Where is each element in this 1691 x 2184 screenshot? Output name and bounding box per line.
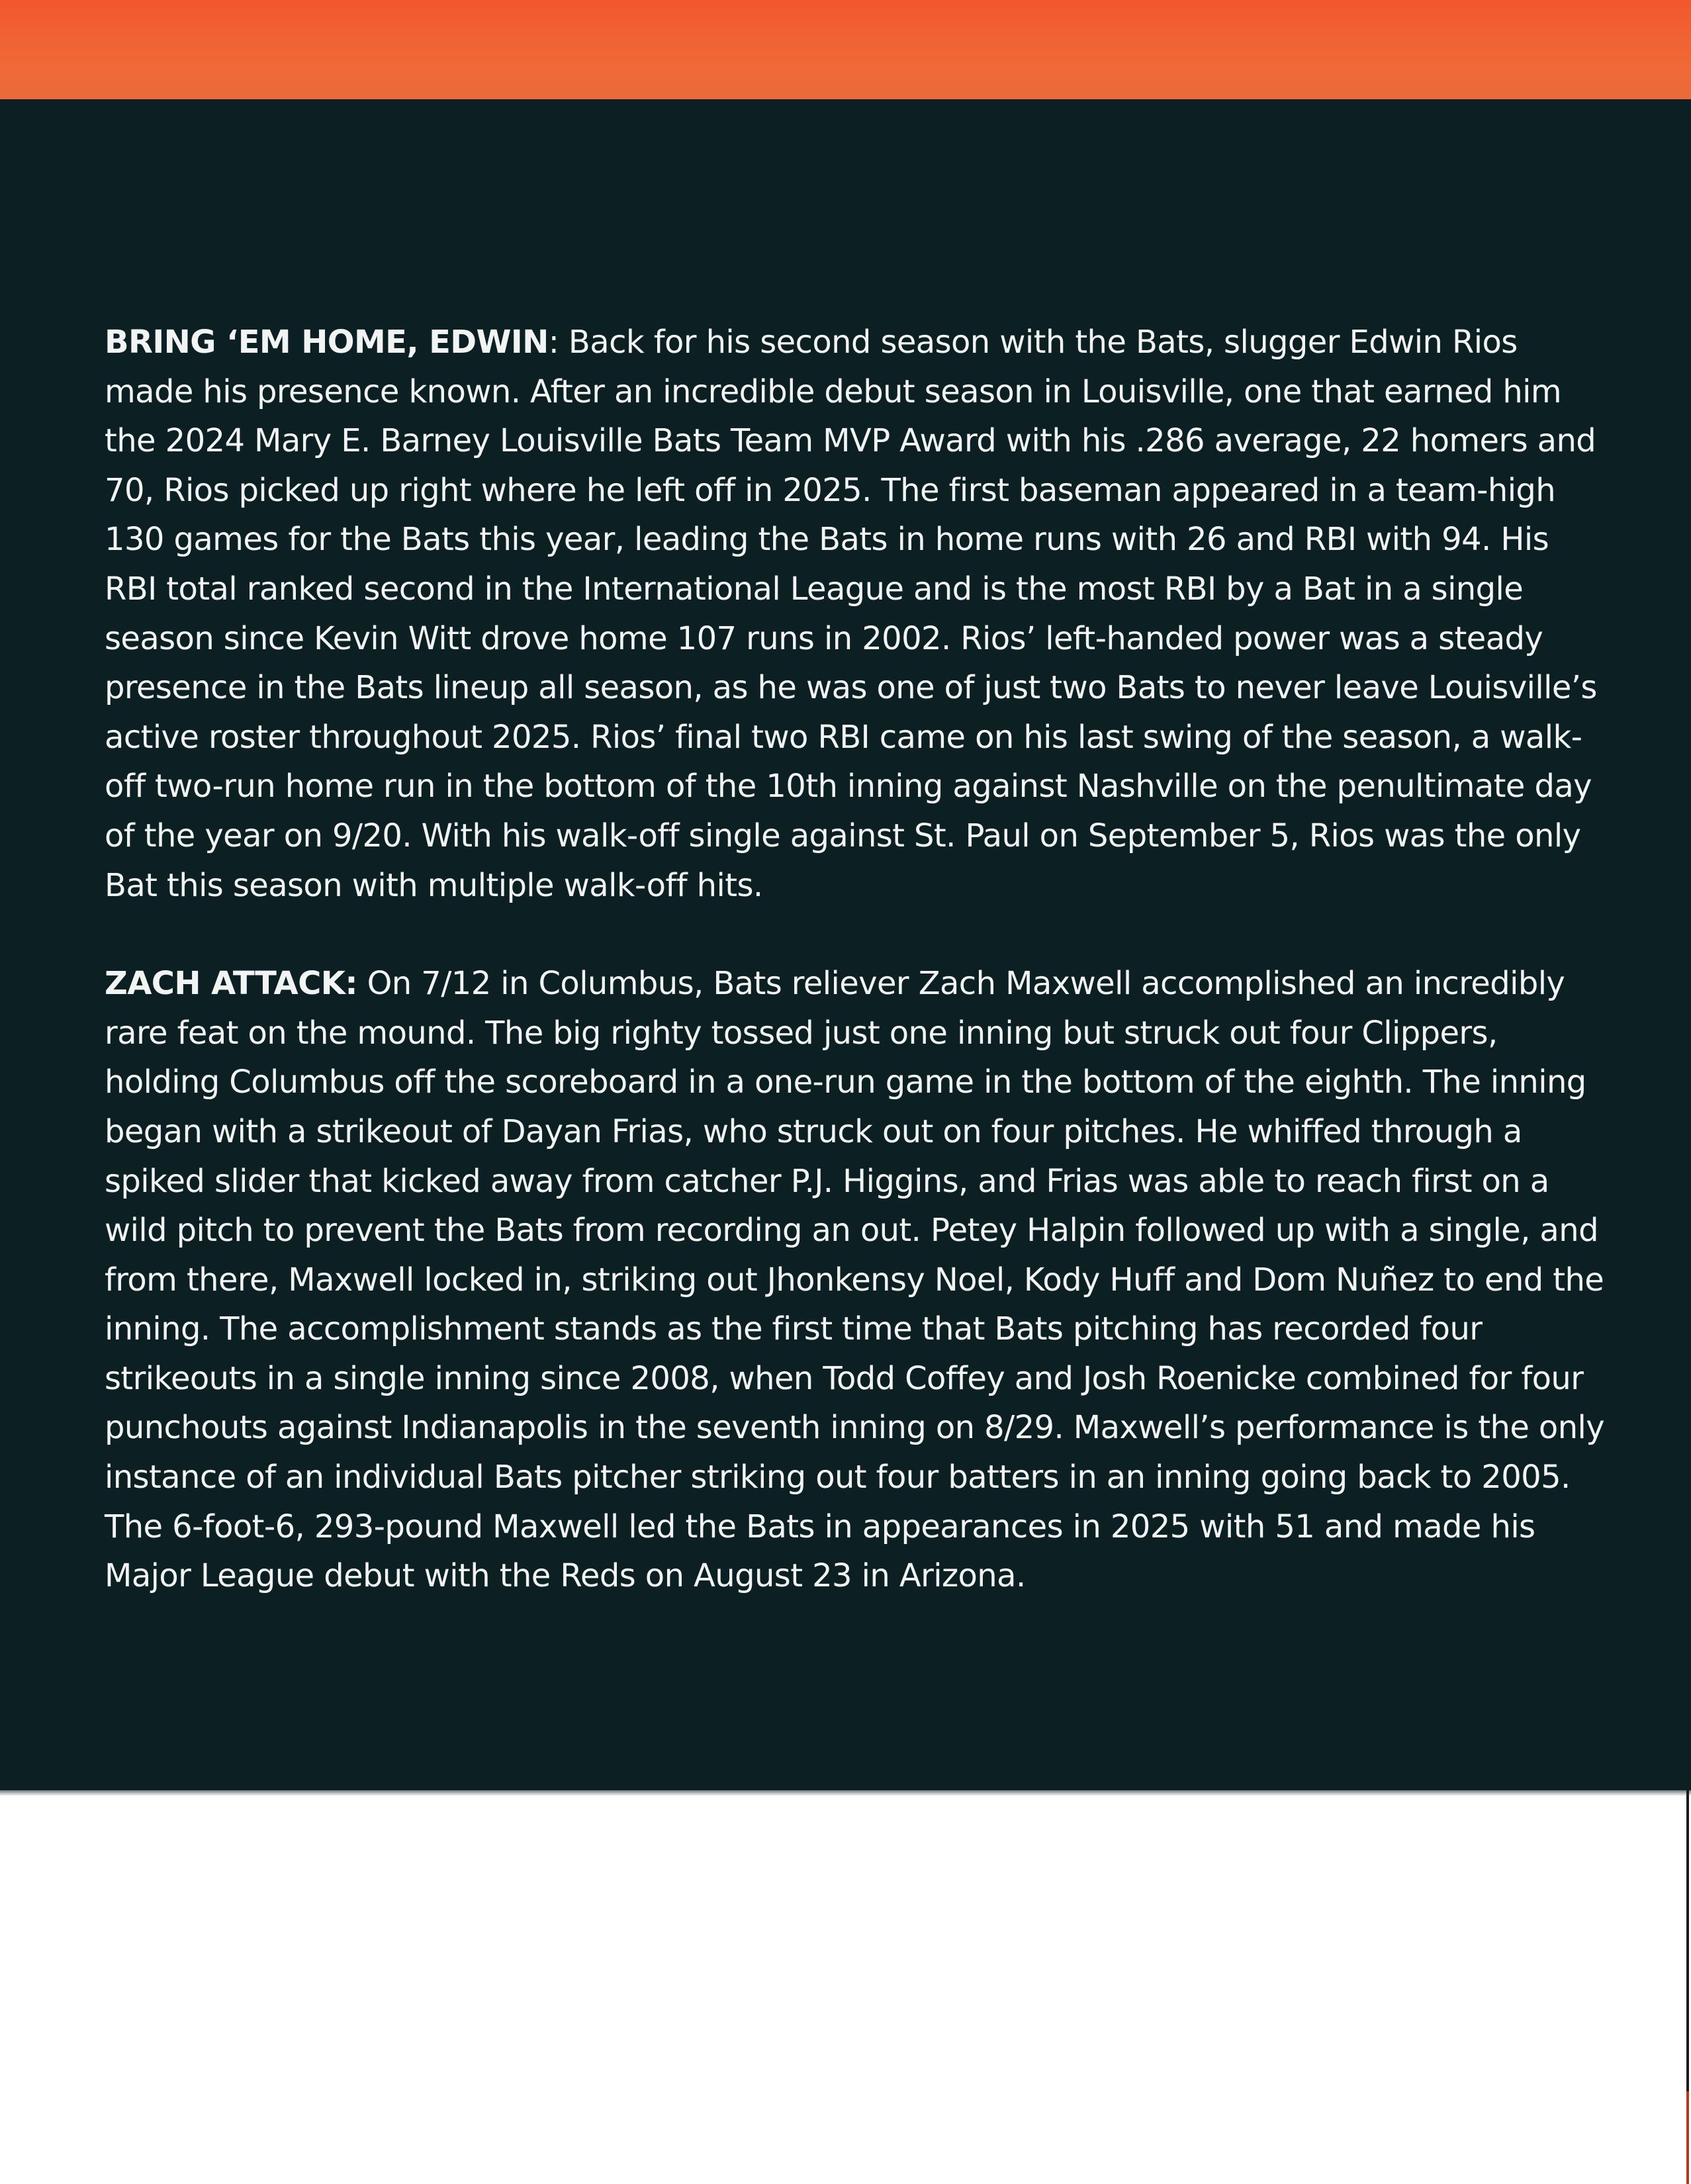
section-body: Back for his second season with the Bats, slugger Edwin Rios made his presence known. After an incredible debut season in Louisville, one that earned him the 2024 Mary E. Barney Louisville Bats Team MVP Award with his .286 average, 22 homers and 70, Rios picked up right where he left off in 2025. The first baseman appeared in a team-high 130 games for the Bats this year, leading the Bats in home runs with 26 and RBI with 94. His RBI total ranked second in the International League and is the most RBI by a Bat in a single season since Kevin Witt drove home 107 runs in 2002. Rios’ left-handed power was a steady presence in the Bats lineup all season, as he was one of just two Bats to never leave Louisville’s active roster throughout 2025. Rios’ final two RBI came on his last swing of the season, a walk-off two-run home run in the bottom of the 10th inning against Nashville on the penultimate day of the year on 9/20. With his walk-off single against St. Paul on September 5, Rios was the only Bat this season with multiple walk-off hits. (105, 324, 1597, 904)
panel-bottom-edge (0, 1787, 1691, 1796)
section-heading: BRING ‘EM HOME, EDWIN (105, 324, 549, 361)
section-zach-maxwell (105, 959, 1607, 1601)
top-orange-band (0, 0, 1691, 99)
article-content (105, 318, 1607, 1650)
section-heading: ZACH ATTACK: (105, 965, 357, 1003)
section-edwin-rios (105, 318, 1607, 910)
heading-separator: : (548, 324, 569, 361)
page-edge-accent (1686, 2091, 1689, 2184)
heading-separator (357, 965, 367, 1002)
section-body: On 7/12 in Columbus, Bats reliever Zach Maxwell accomplished an incredibly rare feat on the mound. The big righty tossed just one inning but struck out four Clippers, holding Columbus off the scoreboard in a one-run game in the bottom of the eighth. The inning began with a strikeout of Dayan Frias, who struck out on four pitches. He whiffed through a spiked slider that kicked away from catcher P.J. Higgins, and Frias was able to reach first on a wild pitch to prevent the Bats from recording an out. Petey Halpin followed up with a single, and from there, Maxwell locked in, striking out Jhonkensy Noel, Kody Huff and Dom Nuñez to end the inning. The accomplishment stands as the first time that Bats pitching has recorded four strikeouts in a single inning since 2008, when Todd Coffey and Josh Roenicke combined for four punchouts against Indianapolis in the seventh inning on 8/29. Maxwell’s performance is the only instance of an individual Bats pitcher striking out four batters in an inning going back to 2005. The 6-foot-6, 293-pound Maxwell led the Bats in appearances in 2025 with 51 and made his Major League debut with the Reds on August 23 in Arizona. (105, 965, 1605, 1595)
